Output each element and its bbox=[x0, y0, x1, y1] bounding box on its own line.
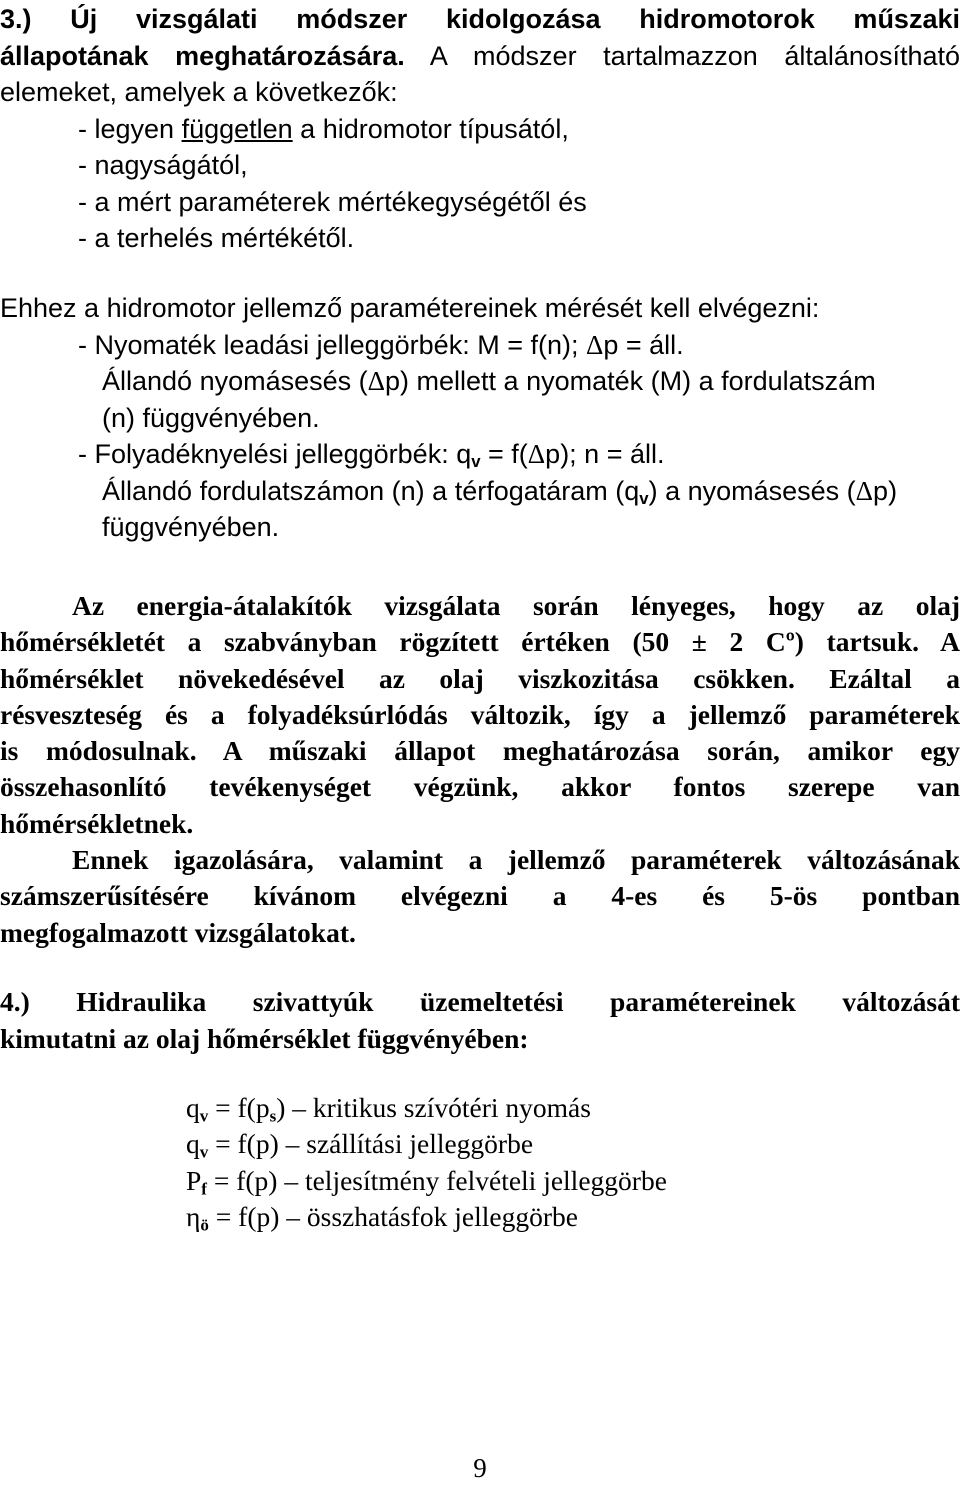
section-3-number: 3.) bbox=[0, 4, 32, 34]
torque-curve-item bbox=[0, 327, 960, 364]
torque-curve-desc-1 bbox=[0, 363, 960, 400]
desc-text: p) mellett a nyomaték (M) a fordulatszám bbox=[385, 366, 876, 396]
paragraph-line: résveszteség és a folyadéksúrlódás változik, így a jellemző paraméterek bbox=[0, 698, 960, 730]
delta-symbol: Δ bbox=[585, 329, 604, 360]
formula-symbol: q bbox=[186, 1128, 200, 1160]
section-3-title-line-1 bbox=[0, 1, 960, 38]
subscript: f bbox=[201, 1178, 207, 1198]
delta-symbol: Δ bbox=[855, 475, 874, 506]
bullet-prefix: - legyen bbox=[78, 113, 182, 144]
subscript: ö bbox=[200, 1215, 209, 1235]
desc-text: ) a nyomásesés ( bbox=[648, 475, 856, 506]
paragraph-line: is módosulnak. A műszaki állapot meghatározása során, amikor egy bbox=[0, 735, 960, 767]
subscript: v bbox=[639, 488, 649, 508]
paragraph-line: számszerűsítésére kívánom elvégezni a 4-es és 5-ös pontban bbox=[0, 880, 960, 912]
paragraph-line: Ennek igazolására, valamint a jellemző paraméterek változásának bbox=[72, 844, 960, 876]
paragraph-line: összehasonlító tevékenységet végzünk, akkor fontos szerepe van bbox=[0, 771, 960, 803]
section-3-title-text: Új vizsgálati módszer kidolgozása hidromotorok műszaki bbox=[70, 4, 960, 34]
flow-curve-label: - Folyadéknyelési jelleggörbék: q bbox=[78, 439, 472, 469]
flow-curve-desc-2: függvényében. bbox=[102, 512, 280, 542]
formula-text: = f(p) – összhatásfok jelleggörbe bbox=[208, 1200, 578, 1232]
desc-text: Állandó nyomásesés ( bbox=[102, 366, 368, 396]
formula-efficiency-curve bbox=[186, 1199, 886, 1235]
section-3-intro-start: A módszer tartalmazzon általánosítható bbox=[404, 40, 960, 71]
paragraph-line: megfogalmazott vizsgálatokat. bbox=[0, 916, 356, 948]
formula-symbol: q bbox=[186, 1092, 200, 1123]
torque-curve-desc-2: (n) függvényében. bbox=[102, 402, 320, 433]
section-4-heading bbox=[0, 984, 960, 1057]
measurement-intro: Ehhez a hidromotor jellemző paramétereinek mérését kell elvégezni: bbox=[0, 293, 820, 323]
measurement-block bbox=[0, 290, 960, 546]
section-3-title-line-2 bbox=[0, 38, 960, 75]
formula-critical-suction bbox=[186, 1090, 886, 1126]
bullet-suffix: a hidromotor típusától, bbox=[292, 113, 569, 144]
temperature-paragraph bbox=[0, 588, 960, 951]
desc-text: Állandó fordulatszámon (n) a térfogatáram (q bbox=[102, 475, 640, 506]
flow-curve-eq: = f( bbox=[480, 439, 528, 469]
flow-curve-item bbox=[0, 436, 960, 473]
bullet-load: - a terhelés mértékétől. bbox=[78, 223, 355, 253]
bullet-units: - a mért paraméterek mértékegységétől és bbox=[78, 186, 587, 217]
flow-curve-condition: p); n = áll. bbox=[545, 439, 665, 469]
page-number: 9 bbox=[473, 1453, 487, 1483]
subscript: s bbox=[269, 1106, 277, 1126]
section-4-title-line-1: 4.) Hidraulika szivattyúk üzemeltetési paramétereinek változását bbox=[0, 986, 960, 1017]
bullet-size: - nagyságától, bbox=[78, 150, 248, 180]
delta-symbol: Δ bbox=[367, 366, 386, 396]
section-3-title-end: állapotának meghatározására. bbox=[0, 40, 405, 71]
section-4-title-line-2: kimutatni az olaj hőmérséklet függvényében: bbox=[0, 1022, 529, 1054]
desc-text: p) bbox=[873, 475, 898, 506]
formula-text: = f(p) – szállítási jelleggörbe bbox=[208, 1128, 534, 1160]
subscript: v bbox=[471, 452, 481, 472]
delta-symbol: Δ bbox=[527, 439, 546, 469]
paragraph-line: hőmérsékletnek. bbox=[0, 807, 194, 839]
formula-power-curve bbox=[186, 1163, 886, 1199]
underlined-word: független bbox=[181, 113, 293, 144]
paragraph-line: hőmérséklet növekedésével az olaj viszkozitása csökken. Ezáltal a bbox=[0, 662, 960, 694]
section-3-intro-line: elemeket, amelyek a következők: bbox=[0, 77, 398, 107]
formula-delivery-curve bbox=[186, 1126, 886, 1162]
formula-symbol: P bbox=[186, 1164, 202, 1196]
formula-list bbox=[186, 1090, 886, 1235]
section-3-block bbox=[0, 1, 960, 257]
torque-curve-condition: p = áll. bbox=[603, 329, 684, 360]
formula-text: = f(p) – teljesítmény felvételi jelleggörbe bbox=[206, 1164, 667, 1196]
paragraph-line: hőmérsékletét a szabványban rögzített értéken (50 ± 2 Cº) tartsuk. A bbox=[0, 626, 960, 658]
paragraph-line: Az energia-átalakítók vizsgálata során lényeges, hogy az olaj bbox=[72, 590, 960, 621]
bullet-independent bbox=[0, 111, 960, 148]
formula-symbol: η bbox=[186, 1200, 201, 1232]
formula-text: ) – kritikus szívótéri nyomás bbox=[276, 1092, 591, 1123]
formula-text: = f(p bbox=[208, 1092, 270, 1123]
flow-curve-desc-1 bbox=[0, 473, 960, 510]
subscript: v bbox=[199, 1142, 209, 1162]
torque-curve-label: - Nyomaték leadási jelleggörbék: M = f(n); bbox=[78, 329, 586, 360]
subscript: v bbox=[199, 1106, 209, 1126]
